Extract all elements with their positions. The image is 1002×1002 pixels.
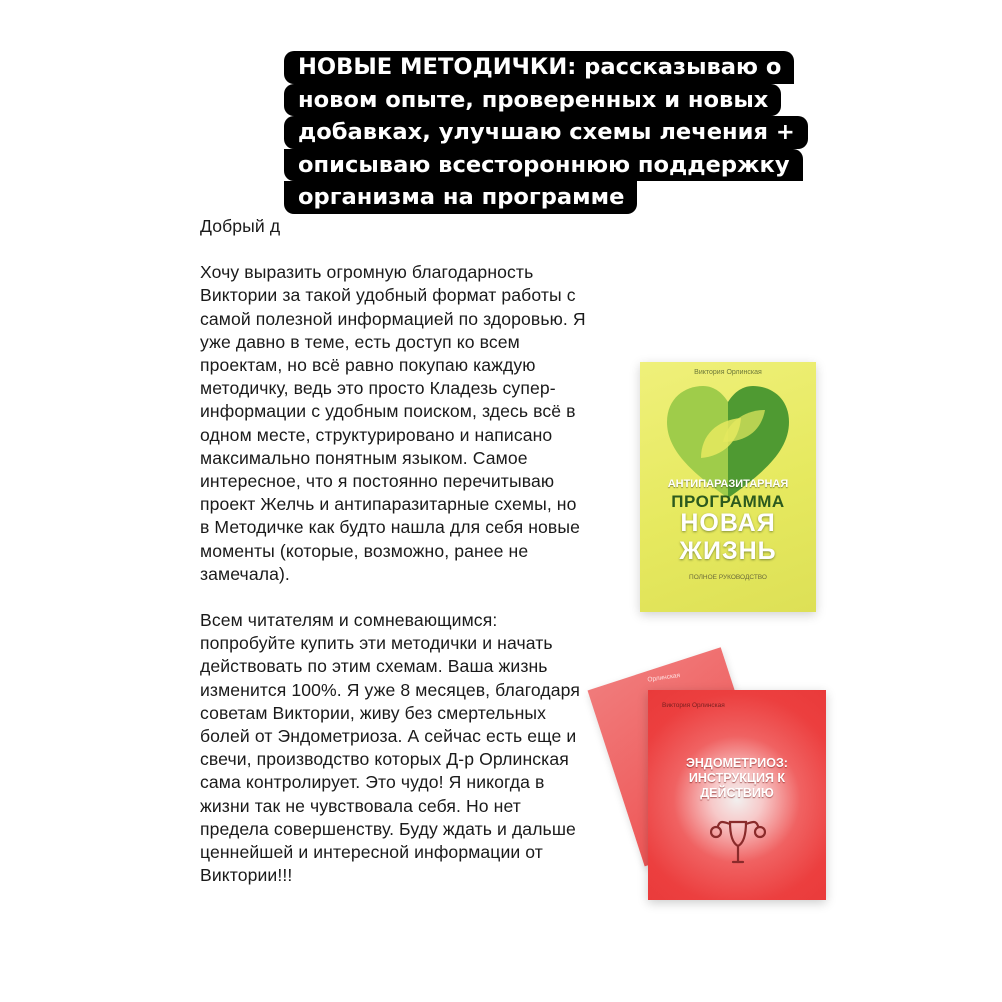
review-greeting: Добрый д	[200, 216, 281, 236]
caption-line: добавках, улучшаю схемы лечения +	[284, 116, 808, 149]
book-title-line-3: НОВАЯ	[680, 509, 776, 537]
book-cover-endometriosis	[648, 690, 826, 900]
review-paragraph-2	[200, 609, 640, 887]
book-author: Виктория Орлинская	[694, 369, 762, 376]
review-line: одном месте, структурировано и написано	[200, 424, 553, 445]
book-back-author: Орлинская	[647, 672, 681, 684]
caption-overlay	[284, 51, 808, 214]
review-line: максимально понятным языком. Самое	[200, 447, 528, 468]
book-title-line-1: ЭНДОМЕТРИОЗ:	[686, 756, 788, 770]
review-line: самой полезной информацией по здоровью. Я	[200, 308, 586, 329]
review-line: предела совершенству. Буду ждать и дальше	[200, 818, 576, 839]
book-author: Виктория Орлинская	[662, 702, 725, 709]
review-line: сама контролирует. Это чудо! Я никогда в	[200, 772, 545, 793]
review-line: болей от Эндометриоза. А сейчас есть еще и	[200, 726, 577, 747]
review-line: методичку, ведь это просто Кладезь супер-	[200, 378, 556, 399]
review-line: проект Желчь и антипаразитарные схемы, но	[200, 494, 577, 515]
caption-line: НОВЫЕ МЕТОДИЧКИ: рассказываю о	[284, 51, 794, 84]
uterus-icon	[710, 808, 766, 866]
caption-line: новом опыте, проверенных и новых	[284, 84, 781, 117]
review-text	[200, 215, 640, 887]
book-title-line-2: ИНСТРУКЦИЯ К	[688, 771, 786, 785]
book-subtitle: ПОЛНОЕ РУКОВОДСТВО	[689, 574, 767, 581]
review-line: советам Виктории, живу без смертельных	[200, 702, 547, 723]
review-line: Виктории!!!	[200, 865, 293, 886]
book-cover-antiparasitic	[640, 362, 816, 612]
review-line: интересное, что я постоянно перечитываю	[200, 471, 555, 492]
review-line: информации с удобным поиском, здесь всё в	[200, 401, 576, 422]
review-line: Виктории за такой удобный формат работы с	[200, 285, 576, 306]
review-line: жизни так не чувствовала себя. Но нет	[200, 795, 521, 816]
review-line: Всем читателям и сомневающимся:	[200, 610, 498, 631]
caption-line: описываю всестороннюю поддержку	[284, 149, 803, 182]
caption-line: организма на программе	[284, 181, 637, 214]
book-title-line-1: АНТИПАРАЗИТАРНАЯ	[667, 478, 789, 490]
review-line: попробуйте купить эти методички и начать	[200, 633, 553, 654]
review-line: изменится 100%. Я уже 8 месяцев, благодаря	[200, 679, 580, 700]
review-line: моменты (которые, возможно, ранее не	[200, 540, 529, 561]
review-line: ценнейшей и интересной информации от	[200, 842, 543, 863]
review-line: Хочу выразить огромную благодарность	[200, 262, 534, 283]
review-line: действовать по этим схемам. Ваша жизнь	[200, 656, 548, 677]
review-line: уже давно в теме, есть доступ ко всем	[200, 331, 520, 352]
review-paragraph-1	[200, 261, 640, 586]
book-title-line-2: ПРОГРАММА	[671, 492, 785, 511]
review-line: в Методичке как будто нашла для себя новые	[200, 517, 580, 538]
review-line: свечи, производство которых Д-р Орлинская	[200, 749, 569, 770]
review-line: проектам, но всё равно покупаю каждую	[200, 355, 536, 376]
book-title-line-3: ДЕЙСТВИЮ	[700, 786, 774, 800]
book-title-line-4: ЖИЗНЬ	[679, 537, 777, 565]
review-line: замечала).	[200, 563, 290, 584]
